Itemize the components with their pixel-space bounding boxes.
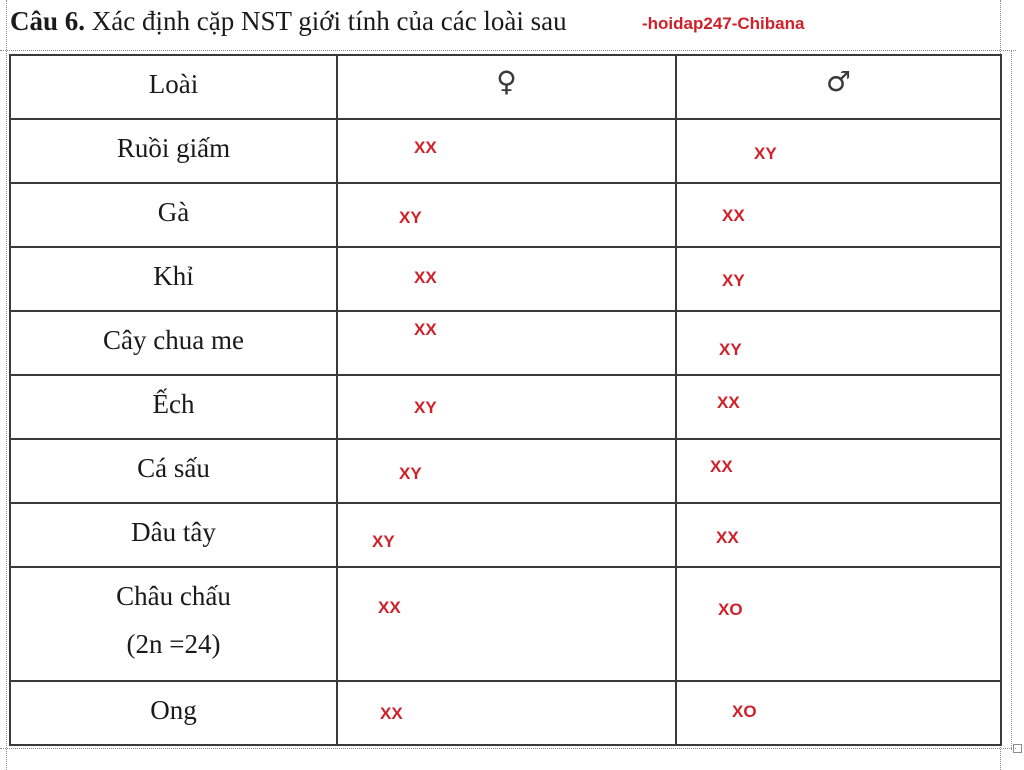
table-row	[10, 567, 1001, 681]
species-cell	[10, 503, 337, 567]
species-name: Châu chấu	[116, 581, 231, 611]
species-cell	[10, 247, 337, 311]
male-answer: XO	[732, 702, 757, 721]
source-watermark: -hoidap247-Chibana	[642, 14, 805, 33]
text-boundary-marker	[1013, 744, 1022, 753]
species-name: Cây chua me	[103, 325, 244, 355]
species-cell	[10, 681, 337, 745]
male-cell	[676, 183, 1001, 247]
female-symbol-icon: ♀	[496, 65, 517, 98]
species-name: Cá sấu	[137, 453, 210, 483]
header-female	[337, 55, 676, 119]
species-name: Ruồi giấm	[116, 133, 231, 163]
table-row	[10, 183, 1001, 247]
male-cell	[676, 439, 1001, 503]
female-answer: XY	[372, 532, 395, 551]
female-cell	[337, 119, 676, 183]
female-cell	[337, 183, 676, 247]
male-cell	[676, 681, 1001, 745]
female-cell	[337, 311, 676, 375]
table-row	[10, 439, 1001, 503]
sex-chromosome-table	[9, 54, 1002, 746]
male-cell	[676, 503, 1001, 567]
table-header-row	[10, 55, 1001, 119]
male-answer: XY	[754, 144, 777, 163]
female-cell	[337, 503, 676, 567]
table-row	[10, 681, 1001, 745]
table-row	[10, 119, 1001, 183]
male-cell	[676, 567, 1001, 681]
female-answer: XX	[414, 138, 437, 157]
male-cell	[676, 375, 1001, 439]
species-name: Dâu tây	[131, 517, 216, 547]
margin-guide-right-outer	[1011, 50, 1012, 750]
table-row	[10, 247, 1001, 311]
male-cell	[676, 247, 1001, 311]
species-cell	[10, 311, 337, 375]
female-cell	[337, 681, 676, 745]
margin-guide-top	[0, 50, 1016, 51]
male-answer: XX	[716, 528, 739, 547]
question-heading	[10, 4, 567, 38]
female-cell	[337, 567, 676, 681]
female-answer: XY	[399, 464, 422, 483]
species-cell	[10, 183, 337, 247]
margin-guide-left	[6, 0, 7, 770]
male-answer: XO	[718, 600, 743, 619]
female-cell	[337, 439, 676, 503]
male-answer: XX	[722, 206, 745, 225]
female-cell	[337, 375, 676, 439]
margin-guide-bottom	[0, 748, 1016, 749]
question-number: Câu 6.	[10, 6, 86, 36]
female-answer: XX	[414, 268, 437, 287]
male-symbol-icon: ♂	[825, 65, 852, 98]
male-answer: XY	[719, 340, 742, 359]
male-answer: XX	[710, 457, 733, 476]
male-cell	[676, 311, 1001, 375]
species-cell	[10, 119, 337, 183]
species-note: (2n =24)	[126, 629, 221, 659]
female-cell	[337, 247, 676, 311]
species-cell	[10, 439, 337, 503]
female-answer: XY	[414, 398, 437, 417]
header-species	[10, 55, 337, 119]
header-species-label: Loài	[148, 69, 199, 99]
female-answer: XX	[380, 704, 403, 723]
table-row	[10, 503, 1001, 567]
species-name: Gà	[157, 197, 190, 227]
table-row	[10, 375, 1001, 439]
female-answer: XX	[378, 598, 401, 617]
male-cell	[676, 119, 1001, 183]
species-name: Ếch	[152, 389, 195, 419]
species-cell	[10, 567, 337, 681]
male-answer: XY	[722, 271, 745, 290]
table-row	[10, 311, 1001, 375]
header-male	[676, 55, 1001, 119]
species-name: Khỉ	[153, 261, 194, 291]
species-name: Ong	[150, 695, 197, 725]
species-cell	[10, 375, 337, 439]
question-text: Xác định cặp NST giới tính của các loài sau	[91, 6, 567, 36]
male-answer: XX	[717, 393, 740, 412]
female-answer: XX	[414, 320, 437, 339]
female-answer: XY	[399, 208, 422, 227]
